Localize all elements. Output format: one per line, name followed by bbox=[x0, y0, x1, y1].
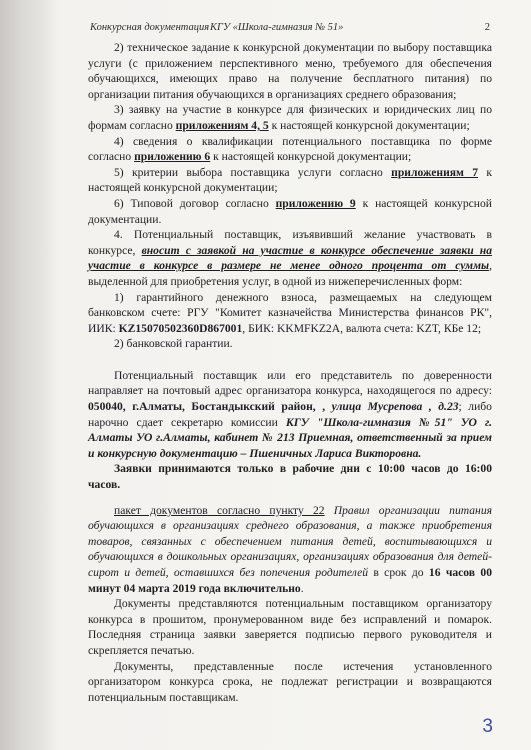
item-5: 5) критерии выбора поставщика услуги согласно приложениям 7 к настоящей конкурсной документации; bbox=[88, 165, 492, 195]
header-left: Конкурсная документация bbox=[90, 22, 210, 33]
documents-paragraph-1: Документы представляются потенциальным поставщиком организатору конкурса в прошитом, пронумерованном виде без исправлений и помарок. Последняя страница заявки заверяется подписью первого руководителя и скрепляется печатью. bbox=[88, 597, 492, 657]
form-2: 2) банковской гарантии. bbox=[114, 337, 233, 351]
form-1: 1) гарантийного денежного взноса, размещаемых на следующем банковском счете: РГУ "Комитет казначейства Министерства финансов РК", ИИК: KZ15070502360D867001, БИК: KKMFKZ2A, валюта счета: KZT, КБе 12; bbox=[88, 290, 492, 335]
address-paragraph: Потенциальный поставщик или его представитель по доверенности направляет на почтовый адрес организатора конкурса, находящегося по адресу: 050040, г.Алматы, Бостандыкский район, , улица Мусрепова , д.23; либо нарочно сдает секретарю комиссии КГУ "Школа-гимназия №51" УО г. Алматы УО г.Алматы, кабинет № 213 Приемная, ответственный за прием и конкурсную документацию – Пшеничных Лариса Викторовна. bbox=[88, 368, 492, 460]
paragraph-4: 4. Потенциальный поставщик, изъявивший желание участвовать в конкурсе, вносит с заявкой на участие в конкурсе обеспечение заявки на участие в конкурсе в размере не менее одного процента от суммы, выделенной для приобретения услуг, в одной из нижеперечисленных форм: bbox=[88, 228, 492, 288]
header-center: КГУ «Школа-гимназия № 51» bbox=[210, 22, 344, 33]
documents-paragraph-2: Документы, представленные после истечения установленного организатором конкурса срока, не подлежат регистрации и возвращаются потенциальным поставщикам. bbox=[88, 659, 492, 704]
package-paragraph: пакет документов согласно пункту 22 Правил организации питания обучающихся в организациях среднего образования, а также приобретения товаров, связанных с обеспечением питания детей, воспитывающихся и обучающихся в дошкольных организациях, организациях образования для детей-сирот и детей, оставшихся без попечения родителей в срок до 16 часов 00 минут 04 марта 2019 года включительно. bbox=[88, 503, 492, 595]
header-page-number: 2 bbox=[484, 22, 490, 33]
hours-paragraph: Заявки принимаются только в рабочие дни с 10:00 часов до 16:00 часов. bbox=[88, 462, 492, 492]
item-4: 4) сведения о квалификации потенциального поставщика по форме согласно приложению 6 к настоящей конкурсной документации; bbox=[88, 134, 492, 164]
handwritten-page-number: 3 bbox=[482, 716, 493, 737]
document-body bbox=[88, 40, 492, 705]
item-3: 3) заявку на участие в конкурсе для физических и юридических лиц по формам согласно приложениям 4, 5 к настоящей конкурсной документации; bbox=[88, 103, 492, 132]
item-6: 6) Типовой договор согласно приложению 9 к настоящей конкурсной документации. bbox=[88, 196, 492, 226]
page-edge-shadow bbox=[0, 0, 58, 750]
item-2: 2) техническое задание к конкурсной документации по выбору поставщика услуги (с приложением перспективного меню, требуемого для обеспечения обучающихся, имеющих право на получение бесплатного питания) по организации питания обучающихся в организациях среднего образования; bbox=[88, 41, 492, 101]
